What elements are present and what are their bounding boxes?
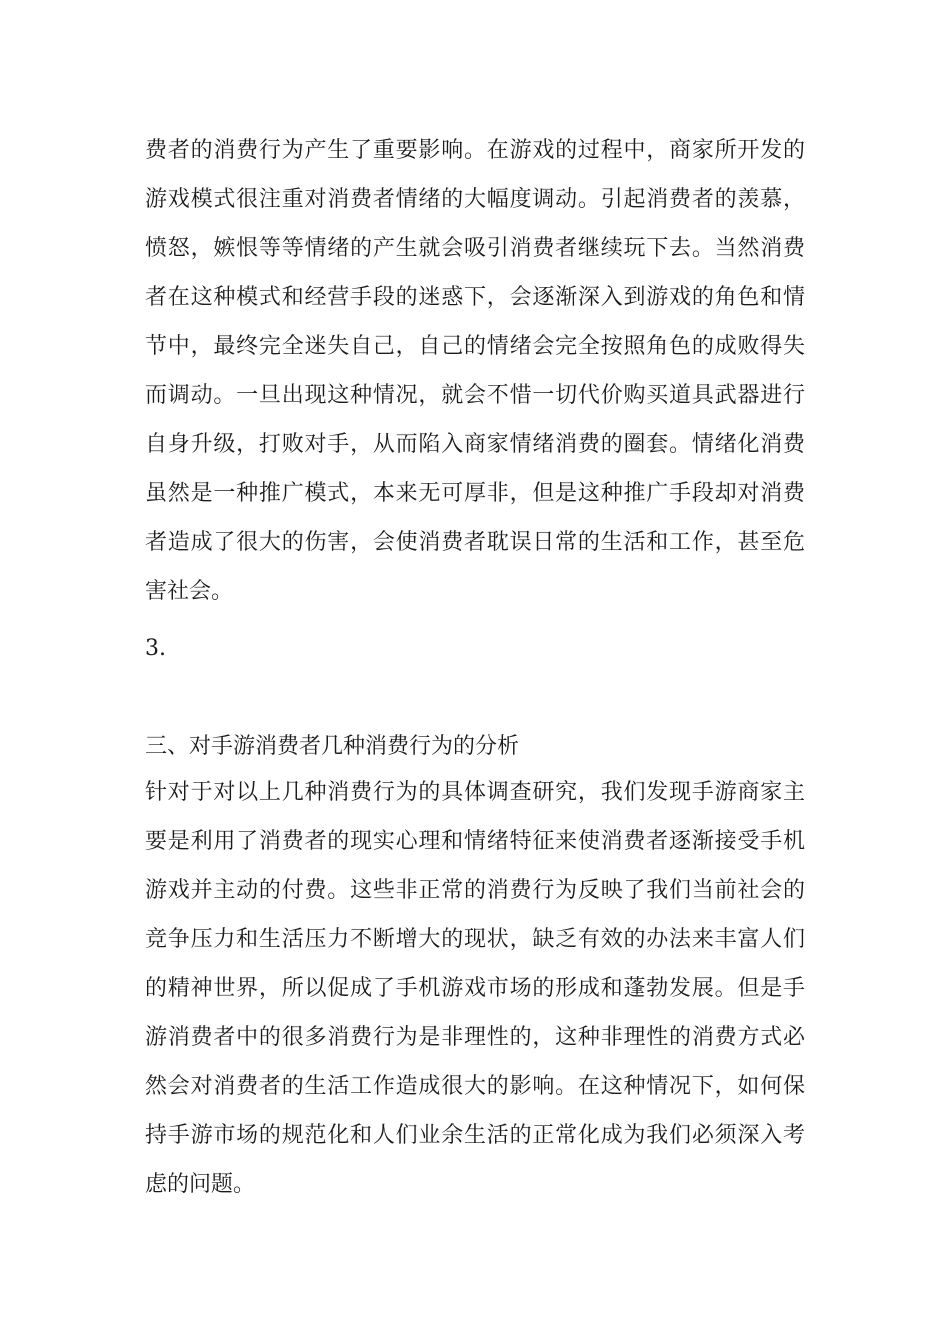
paragraph-1-line: 节中，最终完全迷失自己，自己的情绪会完全按照角色的成败得失 (145, 334, 805, 359)
paragraph-1-line: 者造成了很大的伤害，会使消费者耽误日常的生活和工作，甚至危 (145, 530, 805, 555)
paragraph-1-line: 害社会。 (145, 579, 234, 604)
paragraph-2-line: 竞争压力和生活压力不断增大的现状，缺乏有效的办法来丰富人们 (145, 927, 805, 952)
paragraph-2-line: 持手游市场的规范化和人们业余生活的正常化成为我们必须深入考 (145, 1123, 805, 1148)
paragraph-2-line: 虑的问题。 (145, 1172, 256, 1197)
paragraph-2-line: 针对于对以上几种消费行为的具体调查研究，我们发现手游商家主 (145, 780, 805, 805)
paragraph-2-line: 然会对消费者的生活工作造成很大的影响。在这种情况下，如何保 (145, 1074, 805, 1099)
item-number: 3. (145, 636, 166, 661)
paragraph-1-line: 费者的消费行为产生了重要影响。在游戏的过程中，商家所开发的 (145, 138, 805, 163)
paragraph-2-line: 游戏并主动的付费。这些非正常的消费行为反映了我们当前社会的 (145, 878, 805, 903)
paragraph-1-line: 而调动。一旦出现这种情况，就会不惜一切代价购买道具武器进行 (145, 383, 805, 408)
section-heading: 三、对手游消费者几种消费行为的分析 (145, 734, 520, 759)
paragraph-2-line: 的精神世界，所以促成了手机游戏市场的形成和蓬勃发展。但是手 (145, 976, 805, 1001)
paragraph-2-line: 游消费者中的很多消费行为是非理性的，这种非理性的消费方式必 (145, 1025, 805, 1050)
paragraph-1-line: 者在这种模式和经营手段的迷惑下，会逐渐深入到游戏的角色和情 (145, 285, 805, 310)
paragraph-2-line: 要是利用了消费者的现实心理和情绪特征来使消费者逐渐接受手机 (145, 829, 805, 854)
paragraph-1-line: 游戏模式很注重对消费者情绪的大幅度调动。引起消费者的羡慕， (145, 187, 805, 212)
paragraph-1-line: 虽然是一种推广模式，本来无可厚非，但是这种推广手段却对消费 (145, 481, 805, 506)
paragraph-1-line: 自身升级，打败对手，从而陷入商家情绪消费的圈套。情绪化消费 (145, 432, 805, 457)
paragraph-1-line: 愤怒，嫉恨等等情绪的产生就会吸引消费者继续玩下去。当然消费 (145, 236, 805, 261)
